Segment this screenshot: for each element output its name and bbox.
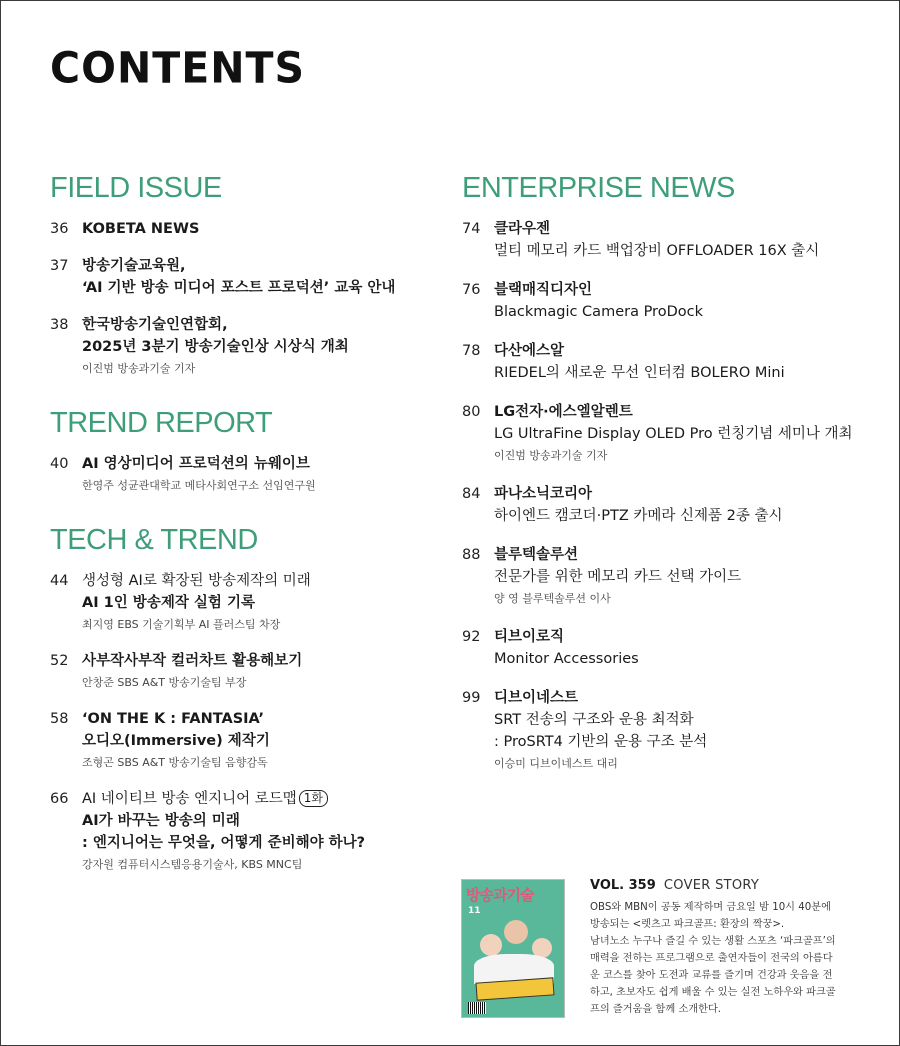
cover-story-line: 프의 즐거움을 함께 소개한다. <box>590 1004 722 1015</box>
entry-title-line <box>82 810 450 832</box>
toc-entry[interactable] <box>462 401 882 466</box>
entry-title-line <box>494 362 882 384</box>
toc-entry[interactable] <box>50 708 450 773</box>
entry-title-line <box>494 240 882 262</box>
entry-title-line <box>82 255 450 277</box>
page-number: 88 <box>462 547 481 563</box>
entry-title-text: 디브이네스트 <box>494 690 579 706</box>
entry-title-line <box>82 650 450 672</box>
page-number: 76 <box>462 282 481 298</box>
entry-title-text: Monitor Accessories <box>494 651 639 667</box>
entry-title-line <box>494 709 882 731</box>
entry-title-text: 다산에스알 <box>494 343 565 359</box>
entry-title-text: 전문가를 위한 메모리 카드 선택 가이드 <box>494 569 742 585</box>
cover-story-line: 매력을 전하는 프로그램으로 출연자들이 전국의 아름다 <box>590 953 833 964</box>
cover-person-figure <box>504 920 528 944</box>
section-title: FIELD ISSUE <box>50 172 222 204</box>
left-column <box>50 170 450 875</box>
page-number: 36 <box>50 221 69 237</box>
entry-title-text: 오디오(Immersive) 제작기 <box>82 733 270 749</box>
page-number: 78 <box>462 343 481 359</box>
toc-entry[interactable] <box>50 650 450 693</box>
entry-title-line <box>494 687 882 709</box>
page-number: 44 <box>50 573 69 589</box>
toc-entry[interactable] <box>50 255 450 299</box>
cover-story-line: 방송되는 <렛츠고 파크골프: 환장의 짝꿍>. <box>590 919 785 930</box>
section-title: TECH & TREND <box>50 524 258 556</box>
entry-title-line <box>494 401 882 423</box>
entry-title-line <box>82 570 450 592</box>
episode-badge: 1화 <box>299 790 328 807</box>
page-number: 80 <box>462 404 481 420</box>
entry-title-text: AI 영상미디어 프로덕션의 뉴웨이브 <box>82 456 310 472</box>
entry-title-text: AI가 바꾸는 방송의 미래 <box>82 813 240 829</box>
right-column <box>462 170 882 774</box>
entry-title-text: 블루텍솔루션 <box>494 547 579 563</box>
page-number: 99 <box>462 690 481 706</box>
toc-entry[interactable] <box>50 218 450 240</box>
page-number: 84 <box>462 486 481 502</box>
cover-story-line: 하고, 초보자도 쉽게 배울 수 있는 실전 노하우와 파크골 <box>590 987 836 998</box>
entry-title-text: ‘AI 기반 방송 미디어 포스트 프로덕션’ 교육 안내 <box>82 280 396 296</box>
entry-title-line <box>494 279 882 301</box>
entry-author: 이승미 디브이네스트 대리 <box>494 757 618 770</box>
page-number: 38 <box>50 317 69 333</box>
toc-entry[interactable] <box>462 279 882 323</box>
toc-section <box>50 522 450 875</box>
toc-section <box>462 170 882 774</box>
page-number: 40 <box>50 456 69 472</box>
toc-entry[interactable] <box>50 570 450 635</box>
section-title: ENTERPRISE NEWS <box>462 172 735 204</box>
cover-story-heading <box>590 877 850 895</box>
entry-title-line <box>494 626 882 648</box>
cover-story <box>590 877 850 1018</box>
entry-title-text: 블랙매직디자인 <box>494 282 593 298</box>
entry-title-line <box>494 423 882 445</box>
entry-title-text: Blackmagic Camera ProDock <box>494 304 703 320</box>
entry-title-line <box>82 592 450 614</box>
toc-entry[interactable] <box>462 544 882 609</box>
cover-person-figure <box>480 934 502 956</box>
entry-title-line <box>494 648 882 670</box>
cover-story-line: 남녀노소 누구나 즐길 수 있는 생활 스포츠 ‘파크골프’의 <box>590 936 836 947</box>
entry-title-text: : 엔지니어는 무엇을, 어떻게 준비해야 하나? <box>82 835 366 851</box>
entry-title-text: 하이엔드 캠코더·PTZ 카메라 신제품 2종 출시 <box>494 508 783 524</box>
toc-entry[interactable] <box>50 453 450 496</box>
entry-title-text: : ProSRT4 기반의 운용 구조 분석 <box>494 734 708 750</box>
toc-section <box>50 170 450 379</box>
entry-title-text: LG UltraFine Display OLED Pro 런칭기념 세미나 개최 <box>494 426 853 442</box>
cover-issue-number: 11 <box>468 906 481 916</box>
page-number: 58 <box>50 711 69 727</box>
entry-title-text: AI 1인 방송제작 실험 기록 <box>82 595 255 611</box>
toc-entry[interactable] <box>462 687 882 774</box>
entry-title-text: 한국방송기술인연합회, <box>82 317 228 333</box>
page-number: 52 <box>50 653 69 669</box>
entry-title-text: RIEDEL의 새로운 무선 인터컴 BOLERO Mini <box>494 365 785 381</box>
entry-title-line <box>82 708 450 730</box>
toc-entry[interactable] <box>462 483 882 527</box>
entry-title-text: AI 네이티브 방송 엔지니어 로드맵 <box>82 791 297 807</box>
entry-title-text: ‘ON THE K : FANTASIA’ <box>82 711 264 727</box>
page-number: 37 <box>50 258 69 274</box>
toc-entry[interactable] <box>50 314 450 379</box>
entry-title-text: 사부작사부작 컬러차트 활용해보기 <box>82 653 303 669</box>
entry-author: 최지영 EBS 기술기획부 AI 플러스팀 차장 <box>82 618 281 631</box>
entry-title-line <box>82 314 450 336</box>
toc-entry[interactable] <box>462 218 882 262</box>
entry-title-text: 티브이로직 <box>494 629 565 645</box>
entry-author: 양 영 블루텍솔루션 이사 <box>494 592 611 605</box>
entry-title-line <box>82 453 450 475</box>
toc-section <box>50 405 450 496</box>
entry-title-line <box>82 218 450 240</box>
cover-story-line: 운 코스를 찾아 도전과 교류를 즐기며 건강과 웃음을 전 <box>590 970 833 981</box>
entry-title-text: 파나소닉코리아 <box>494 486 593 502</box>
volume-number: VOL. 359 <box>590 878 656 893</box>
cover-barcode <box>468 1002 486 1014</box>
cover-image <box>461 879 565 1018</box>
entry-author: 한영주 성균관대학교 메타사회연구소 선임연구원 <box>82 479 316 492</box>
entry-title-text: SRT 전송의 구조와 운용 최적화 <box>494 712 694 728</box>
entry-title-text: KOBETA NEWS <box>82 221 200 237</box>
entry-title-line <box>494 483 882 505</box>
page-number: 66 <box>50 791 69 807</box>
entry-title-line <box>82 832 450 854</box>
entry-author: 이진범 방송과기술 기자 <box>82 362 196 375</box>
page-number: 92 <box>462 629 481 645</box>
entry-title-text: 생성형 AI로 확장된 방송제작의 미래 <box>82 573 311 589</box>
entry-title-line <box>494 731 882 753</box>
entry-title-line <box>494 218 882 240</box>
toc-entry[interactable] <box>462 626 882 670</box>
entry-title-line <box>494 544 882 566</box>
entry-title-text: 방송기술교육원, <box>82 258 186 274</box>
cover-story-body <box>590 899 850 1018</box>
toc-entry[interactable] <box>462 340 882 384</box>
entry-title-text: LG전자·에스엘알렌트 <box>494 404 633 420</box>
cover-story-line: OBS와 MBN이 공동 제작하며 금요일 밤 10시 40분에 <box>590 902 831 913</box>
entry-author: 안창준 SBS A&T 방송기술팀 부장 <box>82 676 247 689</box>
entry-title-line <box>494 566 882 588</box>
entry-title-line <box>494 340 882 362</box>
entry-author: 조형곤 SBS A&T 방송기술팀 음향감독 <box>82 756 268 769</box>
page-title: CONTENTS <box>50 42 306 94</box>
entry-title-line <box>82 730 450 752</box>
entry-title-text: 2025년 3분기 방송기술인상 시상식 개최 <box>82 339 349 355</box>
section-title: TREND REPORT <box>50 407 273 439</box>
entry-title-line <box>82 336 450 358</box>
cover-magazine-name: 방송과기술 <box>466 887 534 904</box>
entry-title-line <box>82 788 450 810</box>
entry-title-line <box>494 505 882 527</box>
page-number: 74 <box>462 221 481 237</box>
entry-title-text: 클라우젠 <box>494 221 551 237</box>
entry-title-line <box>82 277 450 299</box>
cover-story-label: COVER STORY <box>663 878 760 893</box>
entry-author: 이진범 방송과기술 기자 <box>494 449 608 462</box>
toc-entry[interactable] <box>50 788 450 875</box>
entry-title-line <box>494 301 882 323</box>
entry-author: 강자원 컴퓨터시스템응용기술사, KBS MNC팀 <box>82 858 303 871</box>
entry-title-text: 멀티 메모리 카드 백업장비 OFFLOADER 16X 출시 <box>494 243 820 259</box>
